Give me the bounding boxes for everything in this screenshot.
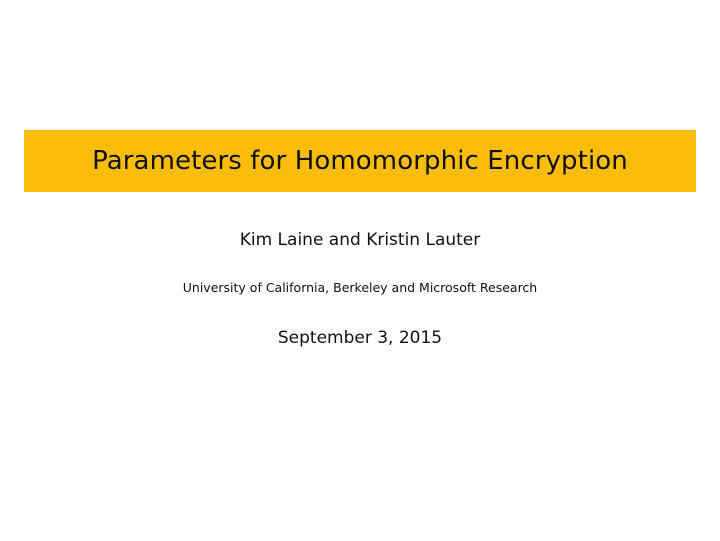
presentation-date: September 3, 2015 [277,328,443,348]
title-banner [24,130,696,192]
institution-affiliation: University of California, Berkeley and Microsoft Research [182,280,538,295]
author-names: Kim Laine and Kristin Lauter [239,230,481,250]
presentation-title: Parameters for Homomorphic Encryption [92,146,628,176]
